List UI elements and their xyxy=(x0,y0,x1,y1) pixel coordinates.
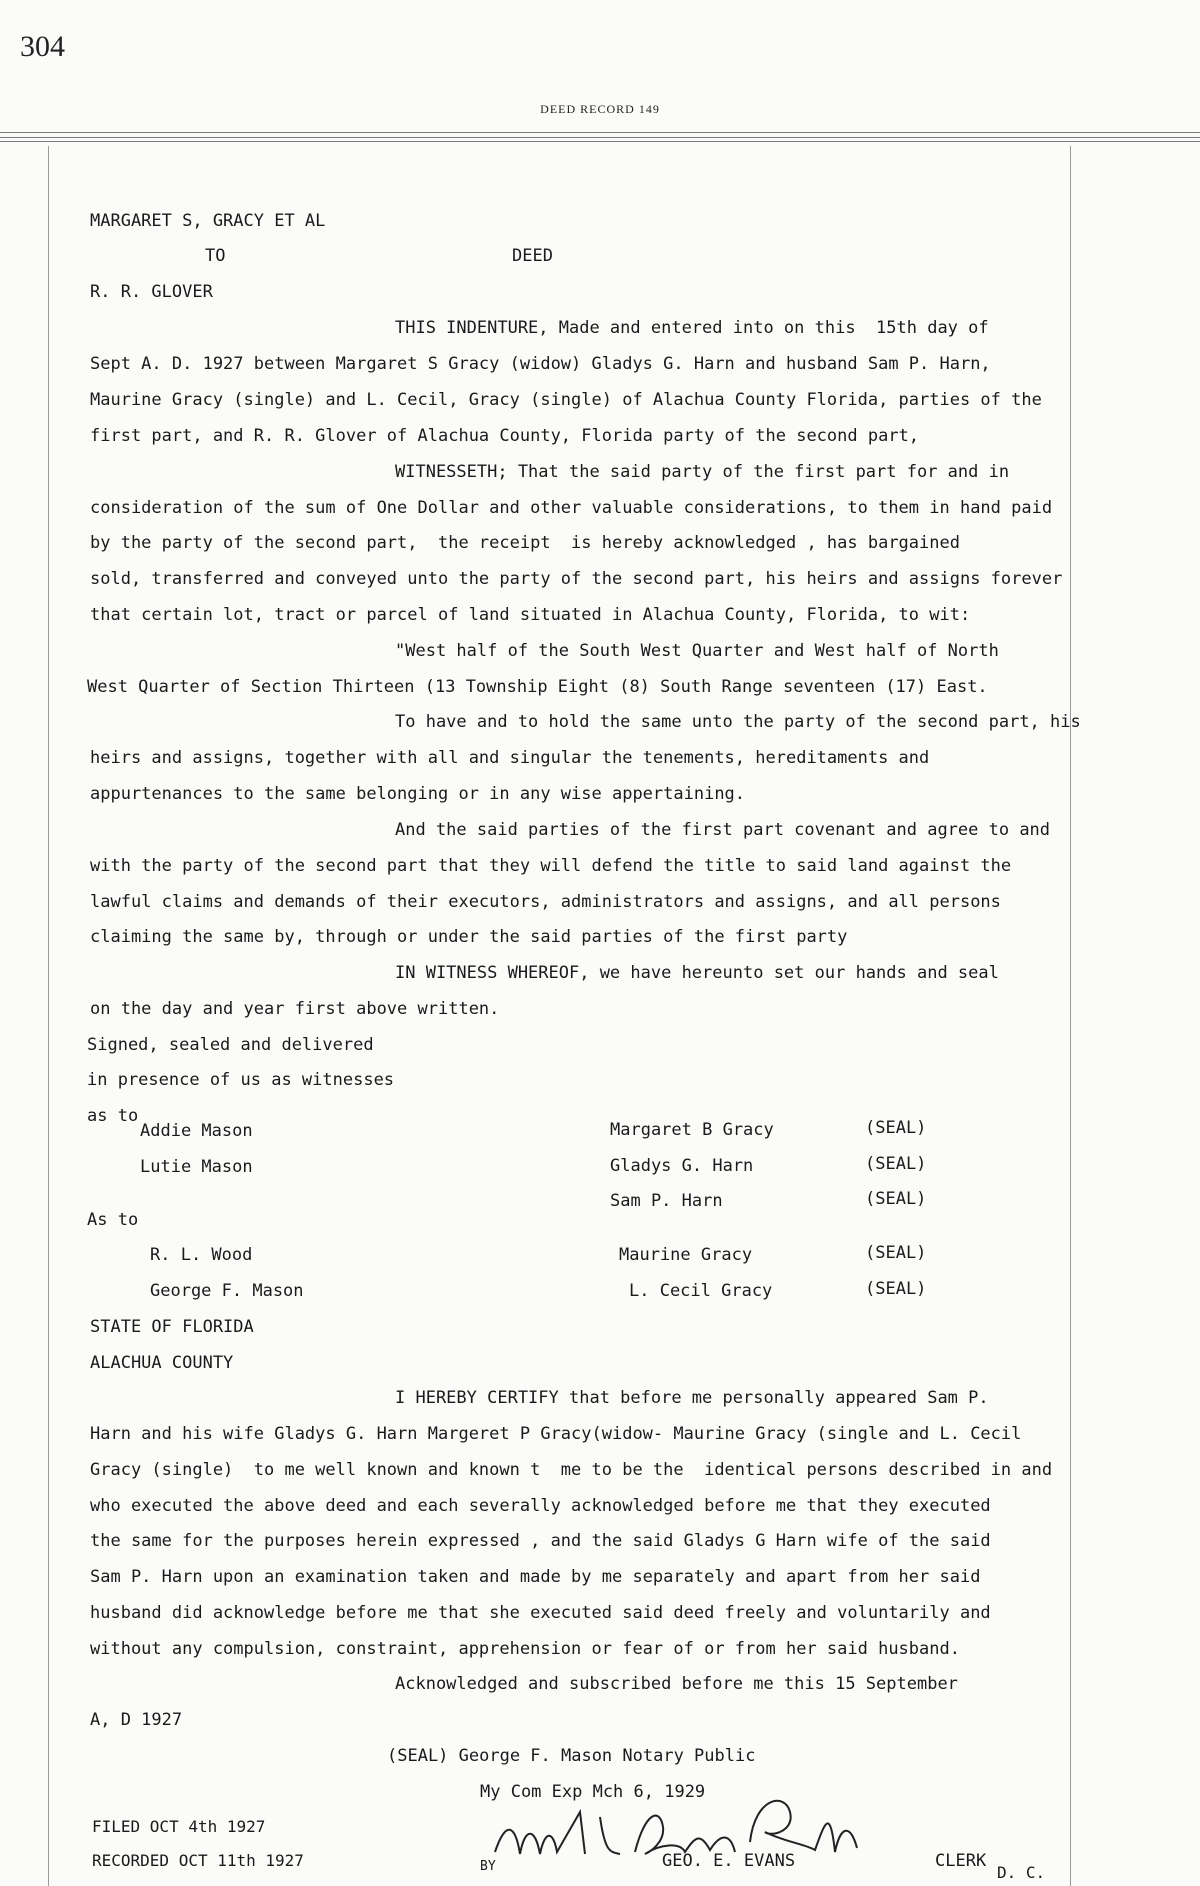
instrument-type: DEED xyxy=(512,246,553,266)
body-line: by the party of the second part, the receipt is hereby acknowledged , has bargained xyxy=(90,533,960,553)
body-line: lawful claims and demands of their executors, administrators and assigns, and all persons xyxy=(90,892,1001,912)
ack-line: without any compulsion, constraint, apprehension or fear of or from her said husband. xyxy=(90,1639,960,1659)
body-line: THIS INDENTURE, Made and entered into on this 15th day of xyxy=(395,318,989,338)
body-line: with the party of the second part that they will defend the title to said land against the xyxy=(90,856,1012,876)
body-line: To have and to hold the same unto the party of the second part, his xyxy=(395,712,1081,732)
signer-name: Sam P. Harn xyxy=(610,1191,723,1211)
signer-name: L. Cecil Gracy xyxy=(629,1281,773,1301)
body-line: sold, transferred and conveyed unto the party of the second part, his heirs and assigns forever xyxy=(90,569,1063,589)
seal-mark: (SEAL) xyxy=(865,1154,927,1174)
body-line: in presence of us as witnesses xyxy=(87,1070,395,1090)
venue-state: STATE OF FLORIDA xyxy=(90,1317,254,1337)
body-line: West Quarter of Section Thirteen (13 Township Eight (8) South Range seventeen (17) East. xyxy=(87,677,988,697)
by-label: BY xyxy=(480,1859,496,1874)
body-line: on the day and year first above written. xyxy=(90,999,500,1019)
witness-name: R. L. Wood xyxy=(150,1245,253,1265)
body-line: that certain lot, tract or parcel of land situated in Alachua County, Florida, to wit: xyxy=(90,605,971,625)
deputy-clerk-label: D. C. xyxy=(997,1863,1046,1882)
witness-name: George F. Mason xyxy=(150,1281,304,1301)
ack-line: who executed the above deed and each severally acknowledged before me that they executed xyxy=(90,1496,991,1516)
margin-line-right xyxy=(1070,146,1071,1886)
body-line: appurtenances to the same belonging or in any wise appertaining. xyxy=(90,784,746,804)
body-line: Maurine Gracy (single) and L. Cecil, Gracy (single) of Alachua County Florida, parties of the xyxy=(90,390,1042,410)
signer-name: Gladys G. Harn xyxy=(610,1156,754,1176)
ack-line: A, D 1927 xyxy=(90,1710,183,1730)
grantors: MARGARET S, GRACY ET AL xyxy=(90,211,326,231)
handwritten-signature xyxy=(485,1782,905,1872)
clerk-name: GEO. E. EVANS xyxy=(662,1851,796,1871)
seal-mark: (SEAL) xyxy=(865,1189,927,1209)
as-to-label: As to xyxy=(87,1210,139,1230)
ack-line: Sam P. Harn upon an examination taken and made by me separately and apart from her said xyxy=(90,1567,981,1587)
ack-line: the same for the purposes herein expressed , and the said Gladys G Harn wife of the said xyxy=(90,1531,991,1551)
page-number: 304 xyxy=(20,30,65,63)
venue-county: ALACHUA COUNTY xyxy=(90,1353,234,1373)
body-line: IN WITNESS WHEREOF, we have hereunto set our hands and seal xyxy=(395,963,999,983)
signer-name: Maurine Gracy xyxy=(619,1245,753,1265)
header-rule xyxy=(0,141,1200,142)
body-line: WITNESSETH; That the said party of the first part for and in xyxy=(395,462,1010,482)
as-to-label: as to xyxy=(87,1106,139,1126)
grantee: R. R. GLOVER xyxy=(90,282,213,302)
header-rule xyxy=(0,137,1200,138)
filed-date: FILED OCT 4th 1927 xyxy=(92,1817,266,1836)
body-line: consideration of the sum of One Dollar and other valuable considerations, to them in hand paid xyxy=(90,498,1053,518)
ack-line: husband did acknowledge before me that she executed said deed freely and voluntarily and xyxy=(90,1603,991,1623)
body-line: And the said parties of the first part covenant and agree to and xyxy=(395,820,1051,840)
ack-line: Gracy (single) to me well known and known t me to be the identical persons described in and xyxy=(90,1460,1053,1480)
header-rule xyxy=(0,132,1200,133)
signer-name: Margaret B Gracy xyxy=(610,1120,774,1140)
clerk-label: CLERK xyxy=(935,1851,987,1871)
running-head: DEED RECORD 149 xyxy=(540,102,660,116)
caption-to: TO xyxy=(205,246,226,266)
body-line: first part, and R. R. Glover of Alachua County, Florida party of the second part, xyxy=(90,426,920,446)
seal-mark: (SEAL) xyxy=(865,1279,927,1299)
body-line: heirs and assigns, together with all and singular the tenements, hereditaments and xyxy=(90,748,930,768)
seal-mark: (SEAL) xyxy=(865,1243,927,1263)
body-line: Signed, sealed and delivered xyxy=(87,1035,374,1055)
body-line: "West half of the South West Quarter and West half of North xyxy=(395,641,999,661)
commission-expiry: My Com Exp Mch 6, 1929 xyxy=(480,1782,706,1802)
body-line: Sept A. D. 1927 between Margaret S Gracy (widow) Gladys G. Harn and husband Sam P. Harn, xyxy=(90,354,991,374)
ack-line: Acknowledged and subscribed before me this 15 September xyxy=(395,1674,958,1694)
seal-mark: (SEAL) xyxy=(865,1118,927,1138)
recorded-date: RECORDED OCT 11th 1927 xyxy=(92,1851,304,1870)
body-line: claiming the same by, through or under the said parties of the first party xyxy=(90,927,848,947)
margin-line-left xyxy=(48,146,49,1886)
notary-line: (SEAL) George F. Mason Notary Public xyxy=(387,1746,756,1766)
witness-name: Lutie Mason xyxy=(140,1157,253,1177)
ack-line: Harn and his wife Gladys G. Harn Margeret P Gracy(widow- Maurine Gracy (single and L. Cecil xyxy=(90,1424,1022,1444)
ack-line: I HEREBY CERTIFY that before me personally appeared Sam P. xyxy=(395,1388,989,1408)
witness-name: Addie Mason xyxy=(140,1121,253,1141)
